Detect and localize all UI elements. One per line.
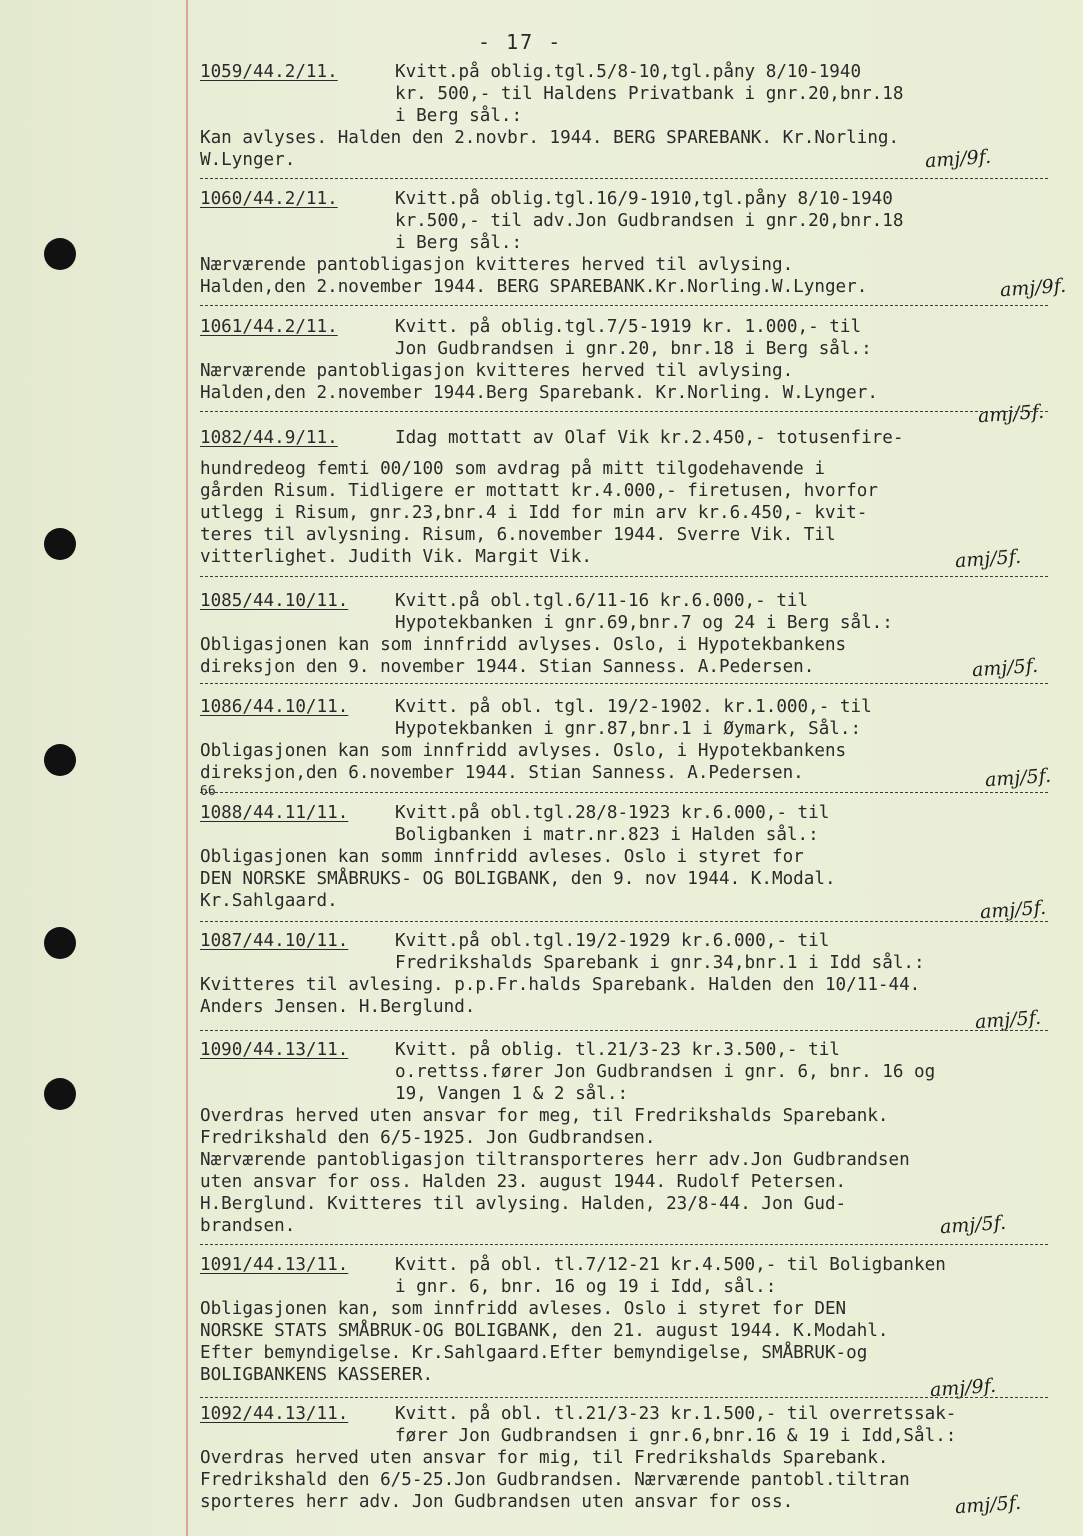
entry-line: Nærværende pantobligasjon kvitteres herved til avlysing. [200, 361, 794, 381]
entry-line: Kvitt.på oblig.tgl.5/8-10,tgl.påny 8/10-1940 [395, 62, 862, 82]
punch-hole [44, 528, 76, 560]
entry-line: Fredrikshald den 6/5-1925. Jon Gudbrandsen. [200, 1128, 656, 1148]
entry-line: uten ansvar for oss. Halden 23. august 1944. Rudolf Petersen. [200, 1172, 847, 1192]
entry-line: Kvitt. på obl. tl.7/12-21 kr.4.500,- til Boligbanken [395, 1255, 946, 1275]
dashed-separator [200, 683, 1048, 684]
page-number: - 17 - [478, 30, 563, 54]
handwritten-initials: amj/5f. [974, 1006, 1042, 1034]
entry-line: Jon Gudbrandsen i gnr.20, bnr.18 i Berg sål.: [395, 339, 872, 359]
entry-line: H.Berglund. Kvitteres til avlysing. Halden, 23/8-44. Jon Gud- [200, 1194, 847, 1214]
entry-line: Fredrikshald den 6/5-25.Jon Gudbrandsen. Nærværende pantobl.tiltran [200, 1470, 910, 1490]
entry-line: Obligasjonen kan, som innfridd avleses. Oslo i styret for DEN [200, 1299, 847, 1319]
entry-line: W.Lynger. [200, 150, 296, 170]
entry-line: fører Jon Gudbrandsen i gnr.6,bnr.16 & 19 i Idd,Sål.: [395, 1426, 957, 1446]
entry-line: BOLIGBANKENS KASSERER. [200, 1365, 434, 1385]
dashed-separator [200, 305, 1048, 306]
punch-hole [44, 238, 76, 270]
entry-line: Idag mottatt av Olaf Vik kr.2.450,- totusenfire- [395, 428, 904, 448]
entry-line: Kvitt. på oblig. tl.21/3-23 kr.3.500,- til [395, 1040, 840, 1060]
handwritten-initials: amj/5f. [954, 1491, 1022, 1519]
entry-line: DEN NORSKE SMÅBRUKS- OG BOLIGBANK, den 9. nov 1944. K.Modal. [200, 869, 836, 889]
entry-line: Kr.Sahlgaard. [200, 891, 338, 911]
entry-line: kr.500,- til adv.Jon Gudbrandsen i gnr.20,bnr.18 [395, 211, 904, 231]
entry-line: sporteres herr adv. Jon Gudbrandsen uten ansvar for oss. [200, 1492, 794, 1512]
dashed-separator [200, 1244, 1048, 1245]
entry-line: vitterlighet. Judith Vik. Margit Vik. [200, 547, 592, 567]
entry-line: direksjon,den 6.november 1944. Stian Sanness. A.Pedersen. [200, 763, 804, 783]
handwritten-initials: amj/9f. [924, 145, 992, 173]
dashed-separator [200, 1030, 1048, 1031]
entry-line: i Berg sål.: [395, 233, 523, 253]
dashed-separator [200, 921, 1048, 922]
entry-line: Nærværende pantobligasjon kvitteres herved til avlysing. [200, 255, 794, 275]
handwritten-initials: amj/5f. [971, 654, 1039, 682]
handwritten-initials: amj/5f. [977, 400, 1045, 428]
entry-line: Efter bemyndigelse. Kr.Sahlgaard.Efter bemyndigelse, SMÅBRUK-og [200, 1343, 868, 1363]
entry-line: brandsen. [200, 1216, 296, 1236]
handwritten-initials: amj/5f. [979, 896, 1047, 924]
entry-line: Overdras herved uten ansvar for meg, til Fredrikshalds Sparebank. [200, 1106, 889, 1126]
entry-line: Overdras herved uten ansvar for mig, til Fredrikshalds Sparebank. [200, 1448, 889, 1468]
entry-line: o.rettss.fører Jon Gudbrandsen i gnr. 6, bnr. 16 og [395, 1062, 936, 1082]
entry-reference: 1088/44.11/11. [200, 803, 349, 823]
dashed-separator [200, 792, 1048, 793]
entry-line: Fredrikshalds Sparebank i gnr.34,bnr.1 i Idd sål.: [395, 953, 925, 973]
entry-line: gården Risum. Tidligere er mottatt kr.4.000,- firetusen, hvorfor [200, 481, 878, 501]
entry-line: Halden,den 2.november 1944. BERG SPAREBANK.Kr.Norling.W.Lynger. [200, 277, 868, 297]
entry-line: Halden,den 2.november 1944.Berg Sparebank. Kr.Norling. W.Lynger. [200, 383, 878, 403]
handwritten-initials: amj/5f. [954, 545, 1022, 573]
punch-hole [44, 927, 76, 959]
entry-line: Kvitteres til avlesing. p.p.Fr.halds Sparebank. Halden den 10/11-44. [200, 975, 921, 995]
dashed-separator [200, 1397, 1048, 1398]
entry-line: Kvitt.på oblig.tgl.16/9-1910,tgl.påny 8/10-1940 [395, 189, 893, 209]
entry-line: Kvitt.på obl.tgl.6/11-16 kr.6.000,- til [395, 591, 809, 611]
punch-hole [44, 744, 76, 776]
entry-reference: 1061/44.2/11. [200, 317, 338, 337]
entry-reference: 1087/44.10/11. [200, 931, 349, 951]
entry-line: Anders Jensen. H.Berglund. [200, 997, 476, 1017]
punch-hole [44, 1078, 76, 1110]
entry-line: Obligasjonen kan som innfridd avlyses. Oslo, i Hypotekbankens [200, 635, 847, 655]
handwritten-initials: amj/5f. [984, 764, 1052, 792]
entry-line: 19, Vangen 1 & 2 sål.: [395, 1084, 629, 1104]
entry-line: Kvitt. på obl. tgl. 19/2-1902. kr.1.000,- til [395, 697, 872, 717]
entry-line: direksjon den 9. november 1944. Stian Sanness. A.Pedersen. [200, 657, 815, 677]
entry-line: Kvitt. på obl. tl.21/3-23 kr.1.500,- til overretssak- [395, 1404, 957, 1424]
entry-line: teres til avlysning. Risum, 6.november 1944. Sverre Vik. Til [200, 525, 836, 545]
entry-line: NORSKE STATS SMÅBRUK-OG BOLIGBANK, den 21. august 1944. K.Modahl. [200, 1321, 889, 1341]
entry-line: kr. 500,- til Haldens Privatbank i gnr.20,bnr.18 [395, 84, 904, 104]
entry-reference: 1092/44.13/11. [200, 1404, 349, 1424]
entry-line: Kvitt. på oblig.tgl.7/5-1919 kr. 1.000,- til [395, 317, 862, 337]
entry-line: Obligasjonen kan somm innfridd avleses. Oslo i styret for [200, 847, 804, 867]
entry-line: hundredeog femti 00/100 som avdrag på mitt tilgodehavende i [200, 459, 825, 479]
entry-line: Kvitt.på obl.tgl.28/8-1923 kr.6.000,- til [395, 803, 830, 823]
entry-reference: 1091/44.13/11. [200, 1255, 349, 1275]
entry-reference: 1059/44.2/11. [200, 62, 338, 82]
red-margin-line [186, 0, 188, 1536]
entry-line: Nærværende pantobligasjon tiltransporteres herr adv.Jon Gudbrandsen [200, 1150, 910, 1170]
entry-line: i gnr. 6, bnr. 16 og 19 i Idd, sål.: [395, 1277, 777, 1297]
entry-line: Kvitt.på obl.tgl.19/2-1929 kr.6.000,- til [395, 931, 830, 951]
entry-line: utlegg i Risum, gnr.23,bnr.4 i Idd for min arv kr.6.450,- kvit- [200, 503, 868, 523]
entry-line: 66 [200, 784, 216, 799]
dashed-separator [200, 576, 1048, 577]
entry-line: i Berg sål.: [395, 106, 523, 126]
entry-line: Boligbanken i matr.nr.823 i Halden sål.: [395, 825, 819, 845]
handwritten-initials: amj/9f. [929, 1374, 997, 1402]
entry-reference: 1090/44.13/11. [200, 1040, 349, 1060]
entry-reference: 1085/44.10/11. [200, 591, 349, 611]
entry-reference: 1060/44.2/11. [200, 189, 338, 209]
entry-line: Obligasjonen kan som innfridd avlyses. Oslo, i Hypotekbankens [200, 741, 847, 761]
entry-line: Kan avlyses. Halden den 2.novbr. 1944. BERG SPAREBANK. Kr.Norling. [200, 128, 900, 148]
entry-reference: 1082/44.9/11. [200, 428, 338, 448]
entry-line: Hypotekbanken i gnr.69,bnr.7 og 24 i Berg sål.: [395, 613, 893, 633]
dashed-separator [200, 411, 1048, 412]
handwritten-initials: amj/5f. [939, 1211, 1007, 1239]
handwritten-initials: amj/9f. [999, 274, 1067, 302]
entry-line: Hypotekbanken i gnr.87,bnr.1 i Øymark, Sål.: [395, 719, 862, 739]
dashed-separator [200, 178, 1048, 179]
entry-reference: 1086/44.10/11. [200, 697, 349, 717]
